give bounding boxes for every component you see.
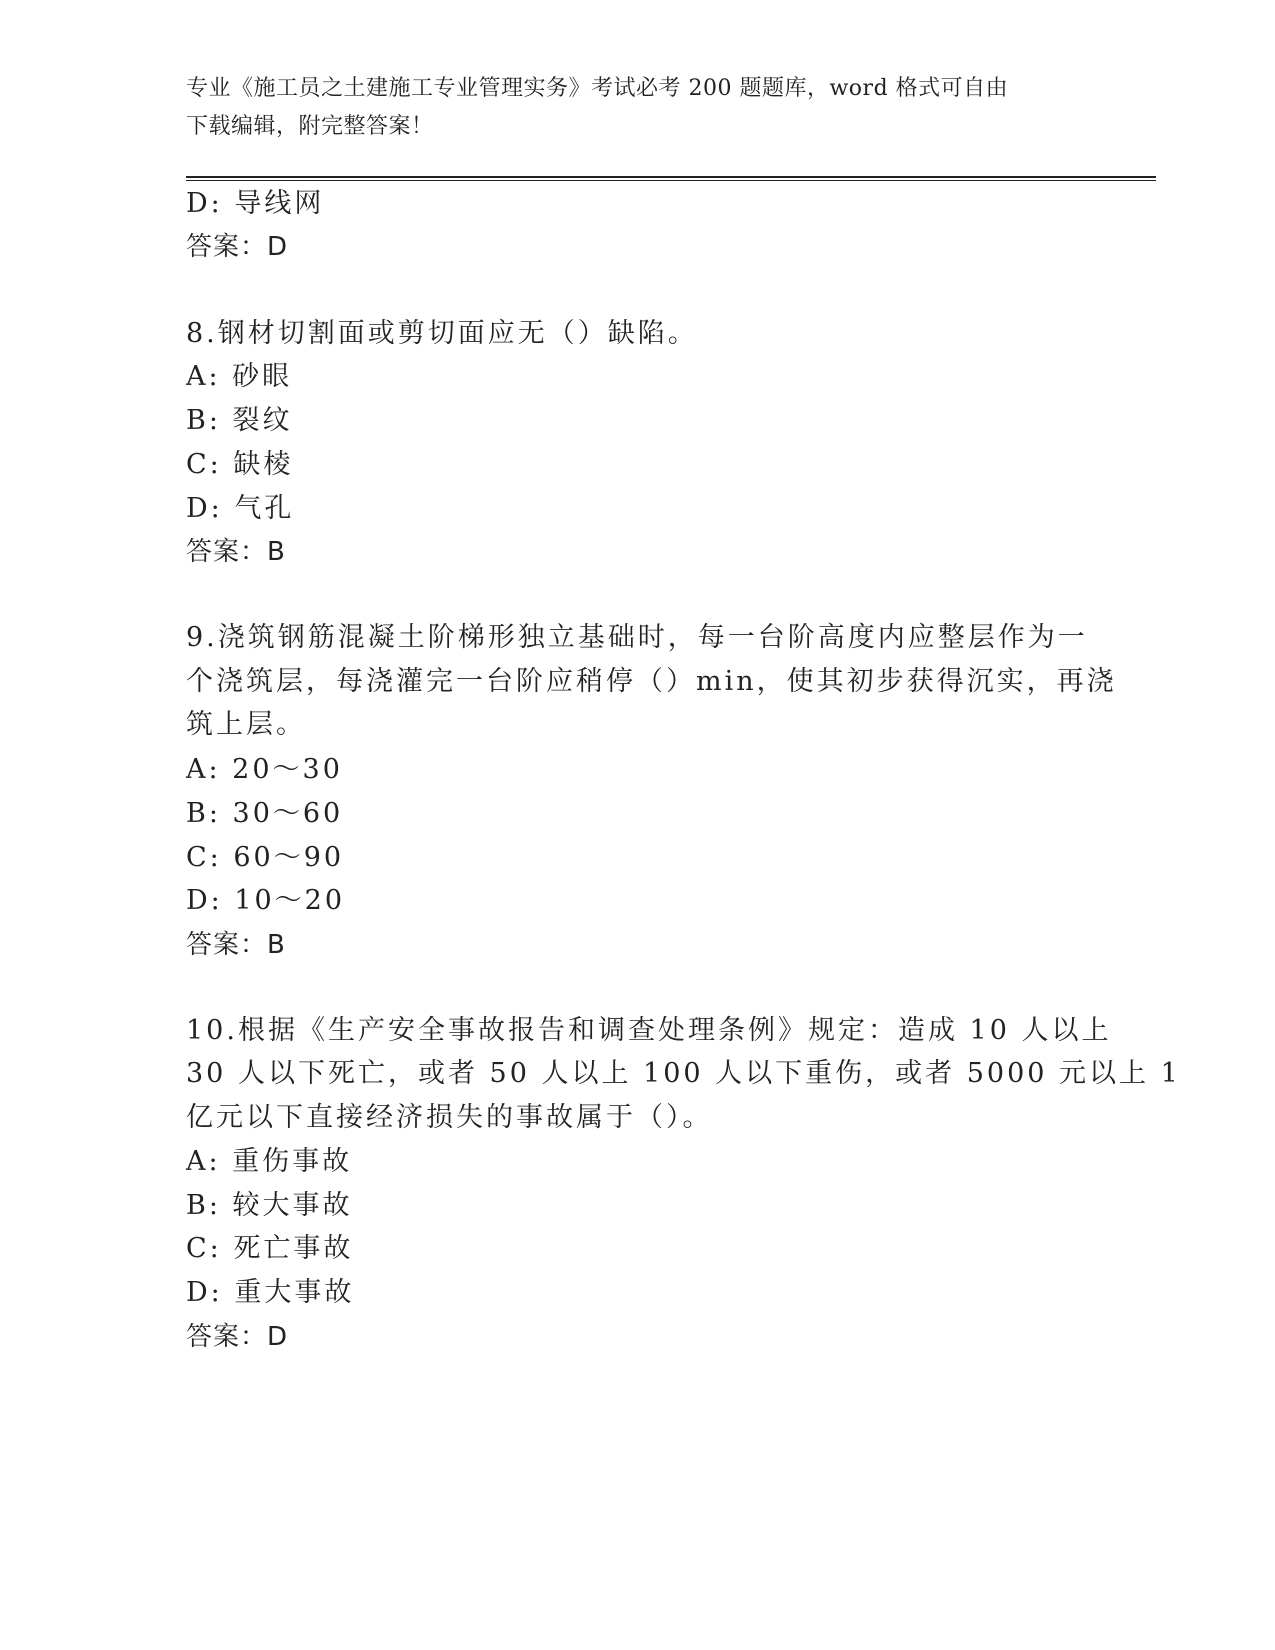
question-10-option-c: C: 死亡事故	[186, 1233, 354, 1264]
question-10-answer: 答案：D	[186, 1322, 289, 1352]
question-10-option-b: B: 较大事故	[186, 1190, 353, 1221]
question-8-option-a: A: 砂眼	[186, 361, 293, 392]
header-line-1: 专业《施工员之土建施工专业管理实务》考试必考 200 题题库，word 格式可自由	[186, 76, 1009, 101]
header-line-2: 下载编辑，附完整答案！	[186, 114, 434, 139]
question-8-option-d: D: 气孔	[186, 493, 295, 524]
question-10-option-d: D: 重大事故	[186, 1277, 355, 1308]
question-9-option-c: C: 60～90	[186, 842, 345, 873]
document-header	[186, 70, 1086, 146]
question-9-stem-line-2: 个浇筑层，每浇灌完一台阶应稍停（）min，使其初步获得沉实，再浇	[186, 666, 1117, 697]
question-8-option-c: C: 缺棱	[186, 449, 294, 480]
question-10-stem-line-3: 亿元以下直接经济损失的事故属于（）。	[186, 1102, 713, 1133]
question-10-stem-line-2: 30 人以下死亡，或者 50 人以上 100 人以下重伤，或者 5000 元以上 1	[186, 1058, 1181, 1089]
header-divider	[186, 176, 1156, 181]
question-8-stem: 8.钢材切割面或剪切面应无（）缺陷。	[186, 318, 698, 349]
question-9-answer: 答案：B	[186, 930, 286, 960]
question-9-option-d: D: 10～20	[186, 885, 346, 916]
question-8-option-b: B: 裂纹	[186, 405, 293, 436]
fragment-answer: 答案：D	[186, 232, 289, 262]
question-9-option-b: B: 30～60	[186, 798, 344, 829]
question-9-option-a: A: 20～30	[186, 754, 343, 785]
question-10-option-a: A: 重伤事故	[186, 1146, 353, 1177]
question-9-stem-line-3: 筑上层。	[186, 709, 306, 740]
fragment-option-d: D: 导线网	[186, 188, 325, 219]
question-10-stem-line-1: 10.根据《生产安全事故报告和调查处理条例》规定：造成 10 人以上	[186, 1015, 1112, 1046]
question-9-stem-line-1: 9.浇筑钢筋混凝土阶梯形独立基础时，每一台阶高度内应整层作为一	[186, 622, 1088, 653]
question-8-answer: 答案：B	[186, 537, 286, 567]
